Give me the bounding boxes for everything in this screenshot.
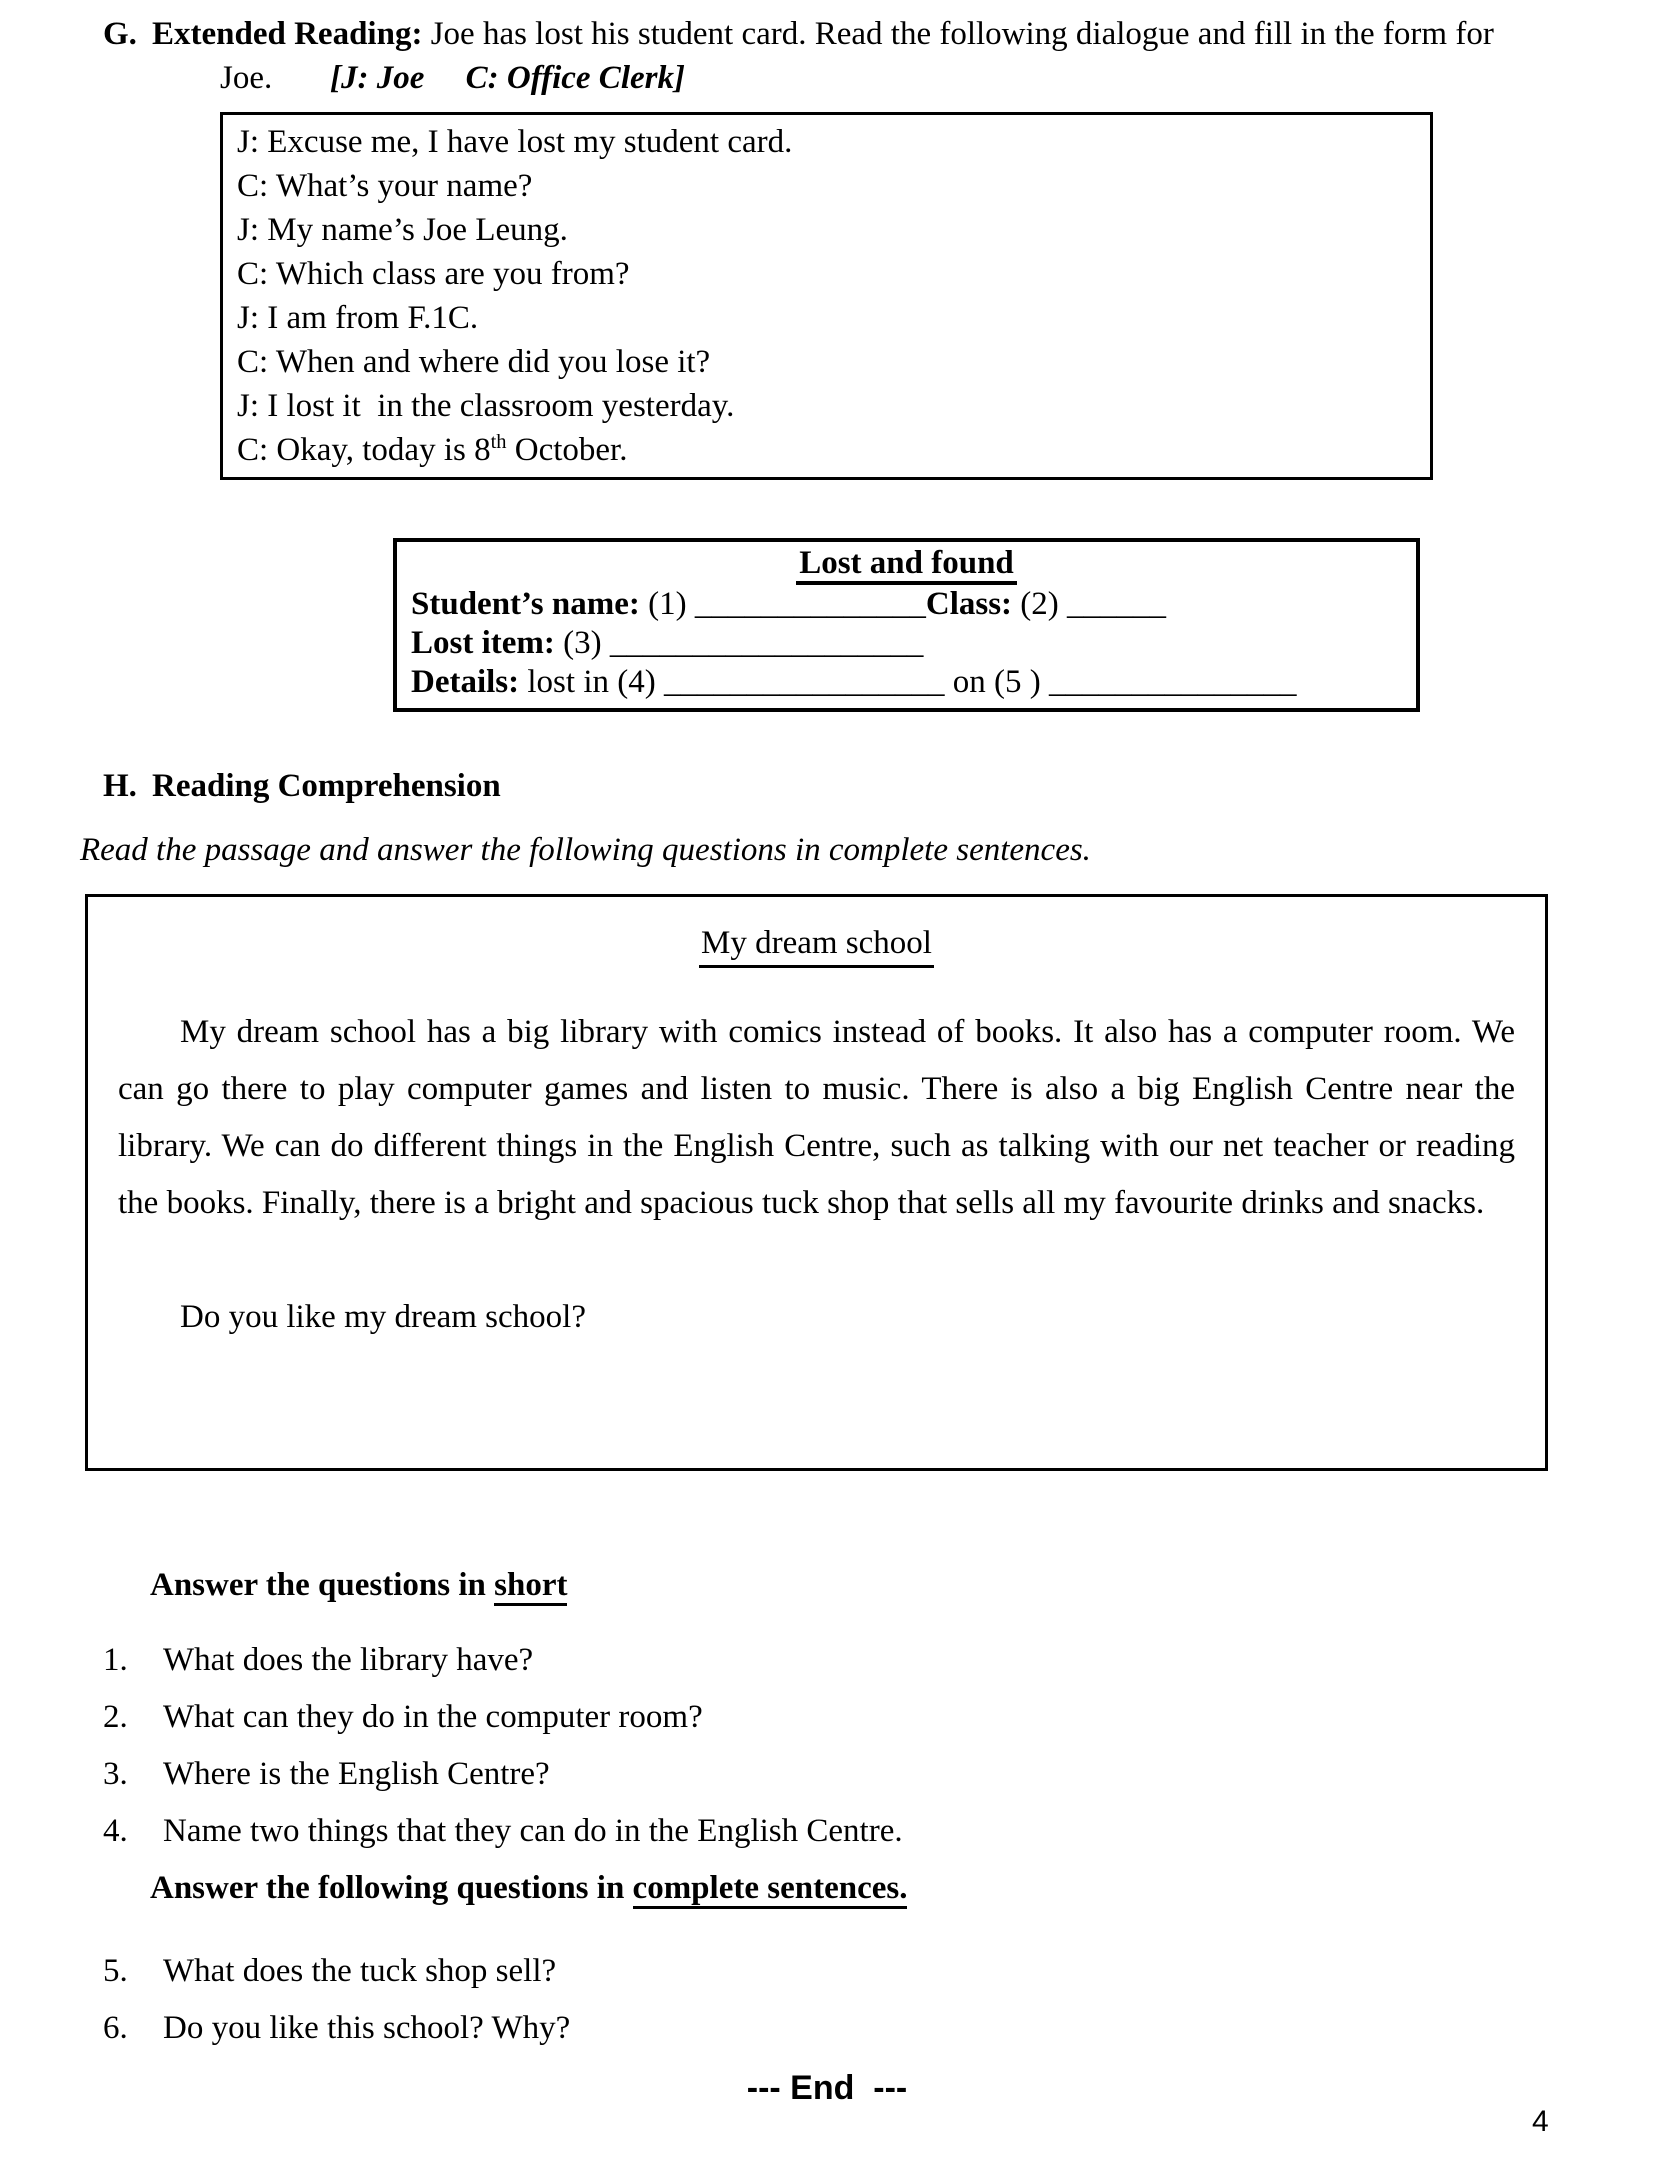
blank-5-number: on (5 ) — [944, 664, 1049, 700]
question-item-4 — [103, 1803, 1654, 1860]
dialogue-last-prefix: C: Okay, today is 8 — [237, 432, 491, 468]
form-row-details — [411, 663, 1402, 702]
dialogue-line: C: What’s your name? — [237, 168, 533, 204]
question-item-3 — [103, 1746, 1654, 1803]
student-name-label: Student’s name: — [411, 586, 640, 622]
form-row-lost-item — [411, 624, 1402, 663]
dialogue-roles-key: [J: Joe C: Office Clerk] — [330, 60, 685, 96]
dialogue-line: C: Which class are you from? — [237, 256, 630, 292]
question-item-1 — [103, 1632, 1654, 1689]
dialogue-line: J: I am from F.1C. — [237, 300, 479, 336]
section-g-heading-line2 — [220, 56, 1654, 100]
question-number: 6. — [103, 2010, 128, 2046]
dialogue-line-last — [237, 428, 1416, 472]
blank-3-line: ___________________ — [609, 625, 924, 661]
section-g-label: G. — [103, 16, 137, 52]
form-title-row — [411, 544, 1402, 585]
question-item-5 — [103, 1943, 1654, 2000]
short-heading-prefix: Answer the questions in — [150, 1567, 495, 1603]
question-text: What does the library have? — [163, 1642, 534, 1678]
question-number: 2. — [103, 1699, 128, 1735]
blank-2-number: (2) — [1012, 586, 1068, 622]
passage-closing-question: Do you like my dream school? — [180, 1299, 586, 1335]
section-g-intro-line1: Joe has lost his student card. Read the following dialogue and fill in the form for — [422, 16, 1494, 52]
section-g-intro-line2: Joe. — [220, 60, 273, 96]
passage-body: My dream school has a big library with comics instead of books. It also has a computer room. We can go there to play computer games and listen to music. There is also a big English Centre near the library. We can do different things in the English Centre, such as talking with our net teacher or reading the books. Finally, there is a bright and spacious tuck shop that sells all my favourite drinks and snacks. — [118, 1014, 1515, 1221]
question-text: What does the tuck shop sell? — [163, 1953, 557, 1989]
question-number: 3. — [103, 1756, 128, 1792]
passage-title-row — [118, 923, 1515, 968]
blank-4-number: lost in (4) — [519, 664, 664, 700]
question-text: Name two things that they can do in the English Centre. — [163, 1813, 903, 1849]
short-heading-underlined: short — [494, 1568, 567, 1606]
page-number: 4 — [1532, 2105, 1549, 2138]
passage-title: My dream school — [699, 923, 934, 968]
blank-1-number: (1) — [639, 586, 695, 622]
section-g-title: Extended Reading: — [152, 16, 423, 52]
form-row-name-class — [411, 585, 1402, 624]
section-h-heading — [103, 764, 1654, 808]
lost-item-label: Lost item: — [411, 625, 555, 661]
end-marker: --- End --- — [746, 2069, 908, 2107]
question-number: 5. — [103, 1953, 128, 1989]
section-h-title: Reading Comprehension — [152, 768, 501, 804]
question-number: 1. — [103, 1642, 128, 1678]
dialogue-line: J: I lost it in the classroom yesterday. — [237, 388, 735, 424]
question-item-6 — [103, 2000, 1654, 2057]
dialogue-line: J: My name’s Joe Leung. — [237, 212, 568, 248]
section-g-heading — [103, 0, 1654, 56]
short-answer-heading — [150, 1557, 1654, 1614]
class-label: Class: — [925, 586, 1013, 622]
ordinal-suffix: th — [490, 431, 507, 453]
question-text: Where is the English Centre? — [163, 1756, 550, 1792]
complete-sentences-heading — [150, 1860, 1654, 1917]
section-h-label: H. — [103, 768, 137, 804]
blank-2-line: ______ — [1067, 586, 1167, 622]
blank-3-number: (3) — [554, 625, 610, 661]
question-text: Do you like this school? Why? — [163, 2010, 571, 2046]
question-text: What can they do in the computer room? — [163, 1699, 703, 1735]
form-title: Lost and found — [796, 545, 1017, 585]
dialogue-line: J: Excuse me, I have lost my student card. — [237, 124, 793, 160]
blank-5-line: _______________ — [1048, 664, 1297, 700]
details-label: Details: — [411, 664, 520, 700]
dialogue-last-suffix: October. — [506, 432, 628, 468]
section-h-instruction: Read the passage and answer the following questions in complete sentences. — [80, 832, 1091, 868]
complete-heading-underlined: complete sentences. — [633, 1871, 908, 1909]
passage-box — [85, 894, 1548, 1471]
dialogue-line: C: When and where did you lose it? — [237, 344, 711, 380]
dialogue-box — [220, 112, 1433, 480]
question-number: 4. — [103, 1813, 128, 1849]
blank-4-line: _________________ — [663, 664, 945, 700]
lost-and-found-form — [393, 538, 1420, 712]
question-item-2 — [103, 1689, 1654, 1746]
blank-1-line: ______________ — [694, 586, 926, 622]
complete-heading-prefix: Answer the following questions in — [150, 1870, 633, 1906]
